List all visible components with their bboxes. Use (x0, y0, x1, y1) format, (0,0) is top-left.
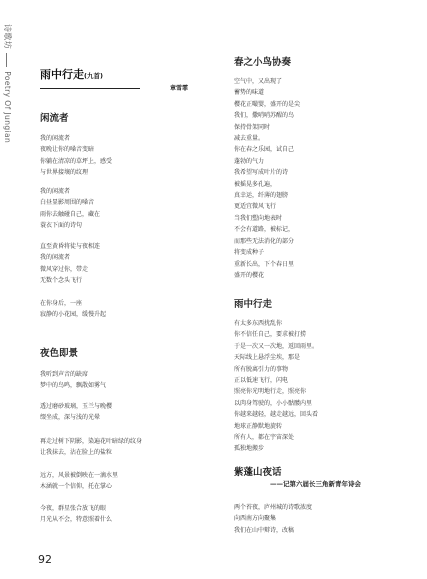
poem-line: 白昼显影周围的嗓音 (40, 199, 95, 207)
main-heading (40, 66, 190, 93)
poem-title: 春之小鸟协奏 (234, 57, 292, 68)
author-name: 章雪霏 (169, 85, 188, 92)
poem-line: 我听到声音的缺席 (40, 371, 89, 378)
poem-line: 照亮你光明地行走，照亮你 (234, 388, 307, 396)
poem-title: 雨中行走 (234, 299, 273, 310)
poem-line: 空气中，又出现了 (234, 78, 283, 85)
poem-line: 向西南方向聚集 (234, 515, 277, 523)
poem-title: 紫蓬山夜话 (234, 467, 282, 478)
poem-line: 保持骨架同时 (234, 123, 271, 131)
section-name-english: Poetry Of Jungian (3, 71, 12, 144)
poem-stanza (40, 241, 100, 287)
poem-line: 减去重量。 (234, 135, 265, 143)
poem-line: 今夜，群星张合放飞的眼 (40, 505, 107, 512)
poem-line: 与世界接壤的纹理 (40, 169, 89, 177)
poem-line: 盛开的樱花 (234, 271, 265, 279)
poem-line: 无数个念头飞行 (40, 277, 83, 285)
poem-stanza (40, 470, 118, 493)
poem-line: 我的闲流者 (40, 188, 71, 195)
poem-line: 所有人，都在宇宙深处 (234, 434, 295, 442)
poem-line: 于是一次又一次地，返回雨里。 (234, 342, 319, 350)
poem-line: 雨你去触碰自己，藏在 (40, 210, 101, 218)
poem-title: 闲流者 (40, 113, 69, 124)
poem-line: 夜晚让你的嗓音变暗 (40, 146, 95, 154)
poem-line: 缀坐成，深与浅的光晕 (40, 414, 101, 422)
poem-line: 让我抹去，沾在脸上的盐粒 (40, 449, 113, 457)
poem-line: 我们在山中辩诗，改稿 (234, 526, 295, 534)
poem-line: 在你身后，一座 (40, 300, 83, 307)
poem-subtitle: ——记第六届长三角新青年诗会 (270, 480, 361, 488)
poem-line: 你躺在清凉的草坪上，感受 (40, 157, 113, 165)
poem-line: 天际线上悬浮尘埃，那是 (234, 354, 301, 362)
poem-line: 所有脱离引力的事物 (234, 365, 289, 373)
poem-stanza (234, 502, 312, 536)
poem-line: 寂静的小花园，缓慢升起 (40, 311, 107, 319)
poem-line: 蓬勃的气力 (234, 157, 265, 165)
poem-stanza (40, 186, 100, 232)
poem-line: 透过磨砂玻璃，玉兰与晚樱 (40, 403, 113, 410)
poem-line: 我的闲流者 (40, 254, 71, 262)
poem-line: 我希望写成叶片的诗 (234, 169, 289, 177)
title-rule (40, 88, 140, 89)
poem-line: 你越来越轻，越走越远，回头看 (234, 411, 319, 419)
poem-line: 我的闲流者 (40, 135, 71, 142)
poem-line: 不会有道路，被标记， (234, 226, 295, 234)
poem-stanza (234, 76, 300, 281)
poem-stanza (40, 133, 112, 179)
poem-line: 有太多东西扰乱你 (234, 320, 283, 327)
poem-stanza (40, 401, 112, 424)
poem-line: 蓑衣下面的诗句 (40, 222, 83, 230)
poem-line: 直至黄昏将徒与夜相连 (40, 243, 101, 250)
poem-stanza (40, 369, 106, 392)
poem-line: 樱花正嘬婴，盛开的是尖 (234, 100, 301, 108)
poem-line: 被摇晃多孔遍， (234, 180, 277, 188)
poem-line: 当我们塑向地表时 (234, 214, 283, 222)
poem-stanza (40, 298, 106, 321)
poem-line: 以肉身驾驶的，小小骷髅内里 (234, 399, 313, 407)
poem-line: 重新长出，下个春日里 (234, 260, 295, 268)
poem-title: 夜色即景 (40, 348, 79, 359)
poem-line: 梦中的鸟鸣，飘散如雾气 (40, 382, 107, 390)
poem-line: 两个苔夜，庐州城的诗歌浓度 (234, 504, 313, 511)
poem-line: 地球正静默地旋转 (234, 422, 283, 430)
poem-line: 木涵就一个信仰，托在掌心 (40, 483, 113, 491)
poem-line: 微风穿过你，带走 (40, 265, 89, 273)
section-name-chinese: 诗歌坊 (3, 24, 12, 50)
poem-stanza (40, 503, 112, 526)
poem-line: 再走过树下阴影，染遍花叶暗绿的纹身 (40, 438, 143, 445)
poem-line: 蓄势的味道 (234, 89, 265, 97)
page-number: 92 (38, 553, 52, 566)
poem-stanza (234, 318, 318, 455)
author-row (40, 83, 190, 93)
poem-line: 孤独地搬步 (234, 445, 265, 453)
poem-line: 你在春之乐园，试自己 (234, 146, 295, 154)
poem-line: 远方，风景被倒映在一滴水里 (40, 472, 119, 479)
poem-line: 真幸运，纤薄的翅膀 (234, 192, 289, 200)
poem-line: 将变成种子 (234, 249, 265, 257)
poem-line: 正以低速飞行，闪电 (234, 377, 289, 385)
poem-line: 月光从不会，特意照着什么 (40, 516, 113, 524)
poem-line: 你不信任自己，要求被打捞 (234, 331, 307, 339)
poem-line: 我们，撒哨哨苏醒的鸟 (234, 112, 295, 120)
section-divider (7, 53, 8, 67)
poem-line: 更适宜微风飞行 (234, 203, 277, 211)
poem-line: 而那些无法消化的部分 (234, 237, 295, 245)
poem-stanza (40, 436, 142, 459)
magazine-section-label (3, 24, 23, 154)
page-title: 雨中行走(九首) (40, 68, 103, 81)
title-suffix: (九首) (84, 72, 103, 80)
